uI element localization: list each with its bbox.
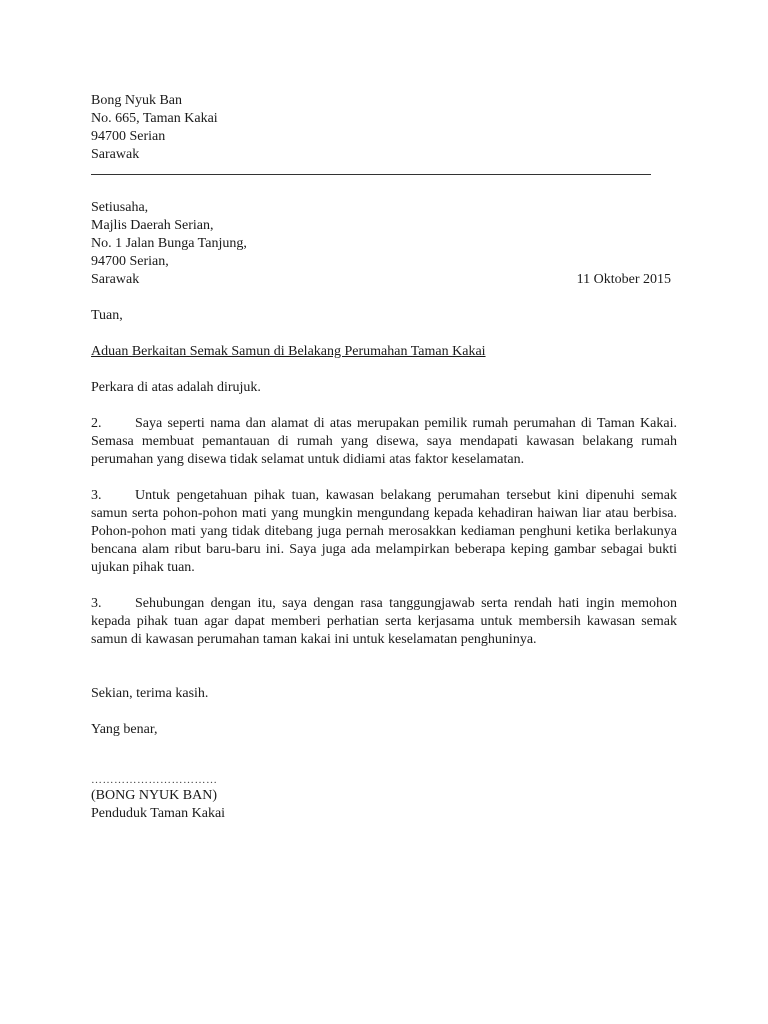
paragraph-text: Sehubungan dengan itu, saya dengan rasa tanggungjawab serta rendah hati ingin memohon kepada pihak tuan agar dapat memberi perhatian serta kerjasama untuk membersih kawasan semak samun di kawasan perumahan taman kakai ini untuk keselamatan penghuninya. [91,596,677,647]
paragraph-number: 2. [91,416,102,431]
recipient-line-2: Majlis Daerah Serian, [91,218,214,233]
sender-address-line-1: No. 665, Taman Kakai [91,111,218,126]
recipient-line-3: No. 1 Jalan Bunga Tanjung, [91,236,247,251]
sender-address-line-3: Sarawak [91,147,140,162]
salutation: Tuan, [91,308,123,323]
paragraph-number: 3. [91,488,102,503]
recipient-last-row [91,271,671,289]
signature-line: …………………………… [91,774,218,786]
header-divider [91,164,651,175]
signatory-name: (BONG NYUK BAN) [91,788,217,803]
yours-sincerely: Yang benar, [91,722,158,737]
signatory-title: Penduduk Taman Kakai [91,806,226,821]
body-paragraph-3 [91,595,677,649]
letter-subject: Aduan Berkaitan Semak Samun di Belakang Perumahan Taman Kakai [91,344,486,359]
recipient-address [91,199,677,289]
recipient-line-4: 94700 Serian, [91,254,169,269]
closing-line: Sekian, terima kasih. [91,686,209,701]
sender-address [91,92,677,164]
sender-address-line-2: 94700 Serian [91,129,166,144]
reference-line: Perkara di atas adalah dirujuk. [91,380,261,395]
paragraph-number: 3. [91,596,102,611]
sender-name: Bong Nyuk Ban [91,93,182,108]
body-paragraph-1 [91,415,677,469]
recipient-line-5: Sarawak [91,272,140,287]
recipient-line-1: Setiusaha, [91,200,149,215]
letter-page [91,92,677,823]
paragraph-text: Saya seperti nama dan alamat di atas merupakan pemilik rumah perumahan di Taman Kakai. Semasa membuat pemantauan di rumah yang disewa, saya mendapati kawasan belakang rumah perumahan yang disewa tidak selamat untuk didiami atas faktor keselamatan. [91,416,677,467]
paragraph-text: Untuk pengetahuan pihak tuan, kawasan belakang perumahan tersebut kini dipenuhi semak samun serta pohon-pohon mati yang mungkin mengundang kepada kehadiran haiwan liar atau berbisa. Pohon-pohon mati yang tidak ditebang juga pernah merosakkan kediaman penghuni ketika berlakunya bencana alam ribut baru-baru ini. Saya juga ada melampirkan beberapa keping gambar sebagai bukti ujukan pihak tuan. [91,488,677,575]
letter-date: 11 Oktober 2015 [576,272,671,287]
body-paragraph-2 [91,487,677,577]
